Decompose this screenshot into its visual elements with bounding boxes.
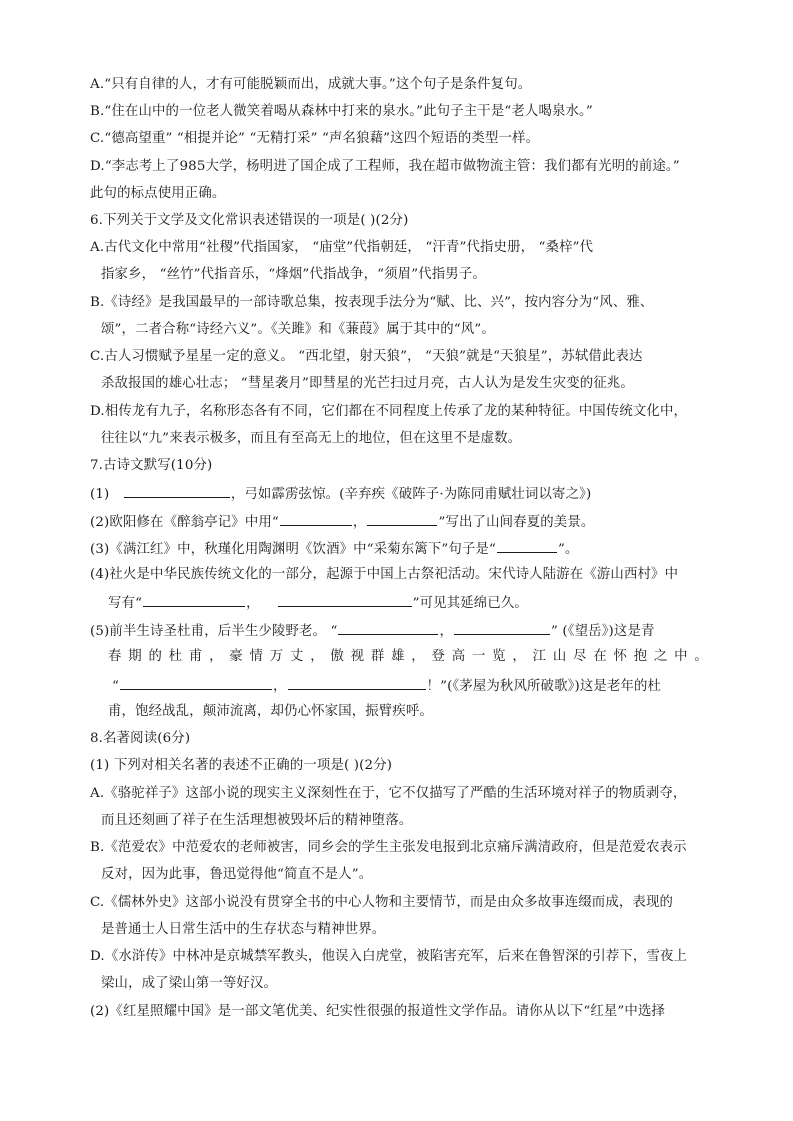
q8-option-b-line1: B.《范爱农》中范爱农的老师被害，同乡会的学生主张发电报到北京痛斥满清政府，但是范爱农表示 — [90, 840, 687, 855]
q7-blank-2a[interactable] — [280, 512, 352, 526]
q7-item-5-line2-char: 怀 — [613, 649, 628, 664]
q7-item-1-number: (1) — [90, 487, 110, 502]
q7-item-5-line2-char: 在 — [593, 649, 607, 664]
q8-sub1-stem: (1) 下列对相关名著的表述不正确的一项是( )(2分) — [90, 758, 393, 773]
q7-item-5-line2-char: 群 — [370, 649, 385, 664]
q7-item-5-line2-char: 登 — [431, 649, 446, 664]
q7-blank-1[interactable] — [124, 484, 230, 498]
q7-item-1 — [90, 484, 591, 504]
q8-option-d-line1: D.《水浒传》中林冲是京城禁军教头，他误入白虎堂，被陷害充军，后来在鲁智深的引荐下，雪夜上 — [90, 949, 688, 964]
q7-item-2 — [90, 512, 594, 532]
q5-option-b: B.“住在山中的一位老人微笑着喝从森林中打来的泉水。”此句子主干是“老人喝泉水。” — [90, 104, 593, 119]
q7-item-5-line2-char: 丈 — [289, 649, 304, 664]
q7-item-5-line2-char: 春 — [108, 649, 122, 664]
q6-option-a-line1: A.古代文化中常用“社稷”代指国家， “庙堂”代指朝廷， “汗青”代指史册， “桑梓”代 — [90, 240, 594, 255]
q7-blank-5a[interactable] — [338, 621, 438, 635]
q7-item-5-line2 — [108, 648, 708, 666]
q8-option-c-line2: 是普通士人日常生活中的生存状态与精神世界。 — [101, 922, 386, 937]
q6-option-a-line2: 指家乡， “丝竹”代指音乐，“烽烟”代指战争，“须眉”代指男子。 — [101, 267, 486, 282]
q7-item-5-comma-2: ， — [273, 679, 287, 694]
q7-blank-4b[interactable] — [278, 593, 412, 607]
q7-item-5-line2-char: ， — [411, 649, 425, 664]
q7-item-4-comma: ， — [246, 596, 260, 611]
q7-blank-4a[interactable] — [143, 593, 245, 607]
q6-option-d-line2: 往往以“九”来表示极多，而且有至高无上的地位，但在这里不是虚数。 — [101, 431, 522, 446]
q7-item-5-line2-char: 豪 — [229, 649, 243, 664]
q7-item-4-text-a: 写有“ — [108, 596, 143, 611]
q8-option-c-line1: C.《儒林外史》这部小说没有贯穿全书的中心人物和主要情节，而是由众多故事连缀而成，表现的 — [90, 895, 674, 910]
q7-blank-5d[interactable] — [288, 676, 426, 690]
q7-item-5-text-b: ” (《望岳》)这是青 — [551, 624, 655, 639]
q7-item-5-quote-open: “ — [112, 679, 119, 694]
q7-item-5-line2-char: 之 — [653, 649, 668, 664]
q7-blank-5c[interactable] — [120, 676, 272, 690]
q7-item-5-line2-char: 杜 — [168, 649, 183, 664]
q7-stem: 7.古诗文默写(10分) — [90, 458, 213, 473]
q7-item-5-line2-char: 期 — [128, 649, 142, 664]
q7-item-5-line4: 甫，饱经战乱，颠沛流离，却仍心怀家国，振臂疾呼。 — [108, 704, 433, 719]
q7-item-5-line2-char: 山 — [552, 649, 567, 664]
q7-item-5-line2-char: 览 — [492, 649, 506, 664]
q7-item-5-line2-char: 甫 — [188, 649, 203, 664]
q7-item-3-text-a: (3)《满江红》中，秋瑾化用陶渊明《饮酒》中“采菊东篱下”句子是“ — [90, 542, 496, 557]
q7-blank-5b[interactable] — [454, 621, 550, 635]
q8-option-a-line2: 而且还刻画了祥子在生活理想被毁坏后的精神堕落。 — [101, 813, 413, 828]
q7-item-5-line2-char: 傲 — [330, 649, 344, 664]
q7-item-5-line2-char: 江 — [532, 649, 547, 664]
q7-item-3-text-b: ”。 — [558, 542, 579, 557]
q7-item-2-text-b: ”写出了山间春夏的美景。 — [438, 515, 595, 530]
q7-item-5-line2-char: ， — [310, 649, 324, 664]
q7-item-5-line2-char: 高 — [451, 649, 466, 664]
q7-item-5-line2-char: 情 — [249, 649, 264, 664]
q7-item-5-line1 — [90, 621, 655, 641]
q7-item-5-line2-char: 的 — [148, 649, 162, 664]
q7-item-3 — [90, 539, 579, 559]
q5-option-d-line2: 此句的标点使用正确。 — [90, 186, 226, 201]
q7-item-5-line2-char: 抱 — [633, 649, 648, 664]
q7-item-2-text-a: (2)欧阳修在《醉翁亭记》中用“ — [90, 515, 279, 530]
q7-item-5-line2-char: 。 — [694, 649, 708, 664]
q6-option-c-line2: 杀敌报国的雄心壮志； “彗星袭月”即彗星的光芒扫过月亮，古人认为是发生灾变的征兆。 — [101, 376, 634, 391]
q7-item-5-line3 — [112, 676, 661, 696]
q7-item-5-line2-char: 中 — [674, 649, 688, 664]
q7-item-5-line2-char: 雄 — [391, 649, 405, 664]
q8-option-d-line2: 梁山，成了梁山第一等好汉。 — [101, 976, 278, 991]
q8-option-b-line2: 反对，因为此事，鲁迅觉得他“简直不是人”。 — [101, 867, 373, 882]
q7-item-5-line2-char: 视 — [350, 649, 365, 664]
q7-item-5-line2-char: ， — [512, 649, 526, 664]
q6-option-b-line2: 颂”，二者合称“诗经六义”。《关雎》和《蒹葭》属于其中的“风”。 — [101, 322, 495, 337]
q7-item-1-text: ，弓如霹雳弦惊。(辛弃疾《破阵子·为陈同甫赋壮词以寄之》) — [230, 487, 592, 502]
q7-item-4-line1: (4)社火是中华民族传统文化的一部分，起源于中国上古祭祀活动。宋代诗人陆游在《游山西村》中 — [90, 567, 679, 582]
q7-item-5-line2-char: ， — [209, 649, 223, 664]
q5-option-c: C.“德高望重” “相提并论” “无精打采” “声名狼藉”这四个短语的类型一样。 — [90, 131, 540, 146]
q6-option-c-line1: C.古人习惯赋予星星一定的意义。 “西北望，射天狼”， “天狼”就是“天狼星”，苏轼借此表达 — [90, 349, 643, 364]
q6-option-d-line1: D.相传龙有九子，名称形态各有不同，它们都在不同程度上传承了龙的某种特征。中国传统文化中， — [90, 404, 688, 419]
q7-item-5-comma: ， — [439, 624, 454, 639]
q7-item-4-text-b: ”可见其延绵已久。 — [412, 596, 528, 611]
q7-item-4-line2 — [108, 593, 528, 613]
q7-item-5-text-a: (5)前半生诗圣杜甫，后半生少陵野老。 “ — [90, 624, 338, 639]
q7-item-2-comma: ， — [352, 515, 367, 530]
q7-blank-3[interactable] — [497, 539, 557, 553]
q8-option-a-line1: A.《骆驼祥子》这部小说的现实主义深刻性在于，它不仅描写了严酷的生活环境对祥子的物质剥夺， — [90, 786, 687, 801]
q7-blank-2b[interactable] — [367, 512, 437, 526]
q7-item-5-line2-char: 一 — [471, 649, 486, 664]
q5-option-d-line1: D.“李志考上了985大学，杨明进了国企成了工程师，我在超市做物流主管：我们都有光明的前途。” — [90, 159, 680, 174]
q8-sub2-stem: (2)《红星照耀中国》是一部文笔优美、纪实性很强的报道性文学作品。请你从以下“红星”中选择 — [90, 1004, 666, 1019]
q7-item-5-line2-char: 万 — [269, 649, 284, 664]
q6-option-b-line1: B.《诗经》是我国最早的一部诗歌总集，按表现手法分为“赋、比、兴”，按内容分为“风、雅、 — [90, 295, 654, 310]
q6-stem: 6.下列关于文学及文化常识表述错误的一项是( )(2分) — [90, 213, 409, 228]
q7-item-5-line2-char: 尽 — [573, 649, 587, 664]
q5-option-a: A.“只有自律的人，才有可能脱颖而出，成就大事。”这个句子是条件复句。 — [90, 77, 532, 92]
q8-stem: 8.名著阅读(6分) — [90, 731, 191, 746]
q7-item-5-text-c: ！”(《茅屋为秋风所破歌》)这是老年的杜 — [426, 679, 662, 694]
